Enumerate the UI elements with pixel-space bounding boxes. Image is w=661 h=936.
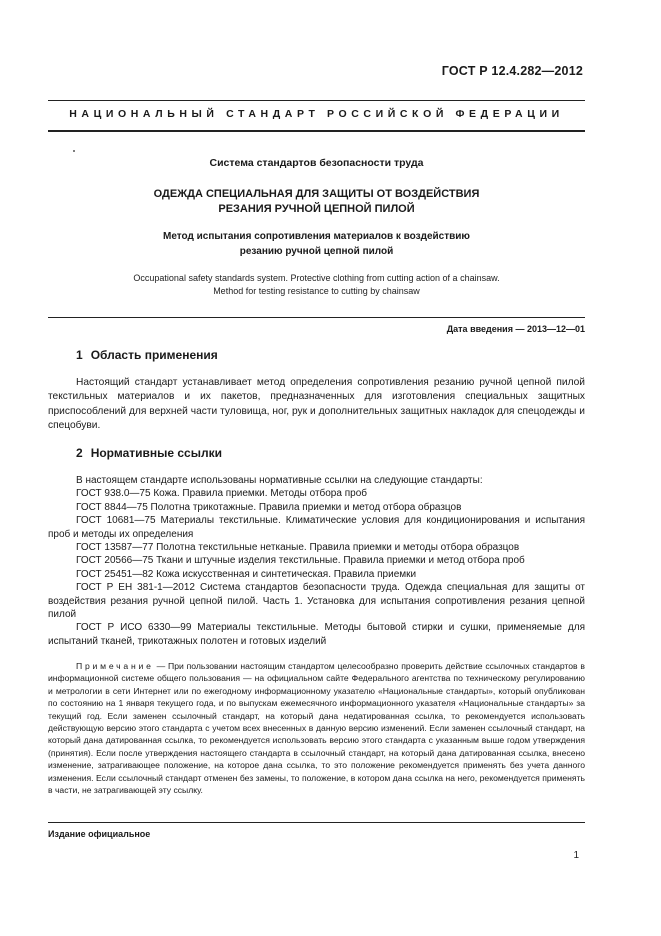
references-note	[48, 660, 585, 796]
section-1-body	[48, 376, 585, 433]
standards-series: Система стандартов безопасности труда	[209, 157, 424, 169]
note-text: — При пользовании настоящим стандартом целесообразно проверить действие ссылочных стандартов в информационной системе общего пользования — на официальном сайте Федерального агентства по техническому регулированию и метрологии в сети Интернет или по ежегодному информационному указателю «Национальные стандарты», который опубликован по состоянию на 1 января текущего года, и по выпускам ежемесячного информационного указателя «Национальные стандарты» за текущий год. Если заменен ссылочный стандарт, на который дана недатированная ссылка, то рекомендуется использовать действующую версию этого стандарта с учетом всех внесенных в данную версию изменений. Если заменен ссылочный стандарт, на который дана датированная ссылка, то рекомендуется использовать версию этого стандарта с указанным выше годом утверждения (принятия). Если после утверждения настоящего стандарта в ссылочный стандарт, на который дана датированная ссылка, внесено изменение, затрагивающее положение, на которое дана ссылка, то это положение рекомендуется применять без учета данного изменения. Если ссылочный стандарт отменен без замены, то положение, в котором дана ссылка на него, рекомендуется применять в части, не затрагивающей эту ссылку.	[48, 661, 586, 796]
reference-item: ГОСТ 8844—75 Полотна трикотажные. Правила приемки и метод отбора образцов	[76, 501, 462, 513]
document-id: ГОСТ Р 12.4.282—2012	[441, 64, 583, 78]
footer-rule	[48, 822, 585, 823]
section-1-title: Область применения	[90, 348, 218, 362]
english-title-line-1: Occupational safety standards system. Protective clothing from cutting action of a chainsaw.	[133, 273, 500, 283]
official-edition-label: Издание официальное	[48, 829, 151, 839]
header-top-rule	[48, 100, 585, 101]
section-2-title: Нормативные ссылки	[90, 446, 222, 460]
document-subtitle-line-1: Метод испытания сопротивления материалов к воздействию	[163, 231, 470, 242]
document-subtitle	[48, 229, 585, 259]
date-rule	[48, 317, 585, 318]
english-title-line-2: Method for testing resistance to cutting by chainsaw	[213, 286, 420, 296]
document-title-line-1: ОДЕЖДА СПЕЦИАЛЬНАЯ ДЛЯ ЗАЩИТЫ ОТ ВОЗДЕЙСТВИЯ	[153, 188, 480, 200]
document-title-line-2: РЕЗАНИЯ РУЧНОЙ ЦЕПНОЙ ПИЛОЙ	[218, 203, 415, 215]
section-2-number: 2	[76, 446, 83, 460]
section-1-heading	[76, 348, 218, 362]
reference-item: ГОСТ 25451—82 Кожа искусственная и синтетическая. Правила приемки	[76, 568, 417, 580]
section-1-paragraph: Настоящий стандарт устанавливает метод определения сопротивления резанию ручной цепной пилой текстильных материалов и их пакетов, предназначенных для изготовления специальных защитных приспособлений для верхней части туловища, ног, рук и дополнительных защитных накладок для спецодежды и спецобуви.	[48, 377, 585, 431]
note-paragraph	[48, 660, 585, 796]
reference-item: ГОСТ Р ИСО 6330—99 Материалы текстильные. Методы бытовой стирки и сушки, применяемые для испытаний тканей, трикотажных полотен и готовых изделий	[48, 622, 585, 647]
page-number: 1	[573, 850, 579, 861]
english-title	[48, 272, 585, 298]
document-title	[48, 187, 585, 217]
reference-item: ГОСТ 20566—75 Ткани и штучные изделия текстильные. Правила приемки и метод отбора проб	[76, 555, 525, 567]
section-1-number: 1	[76, 348, 83, 362]
references-intro: В настоящем стандарте использованы нормативные ссылки на следующие стандарты:	[76, 475, 483, 486]
reference-item: ГОСТ 13587—77 Полотна текстильные нетканые. Правила приемки и методы отбора образцов	[76, 542, 520, 554]
section-2-heading	[76, 446, 222, 460]
header-bottom-rule	[48, 130, 585, 132]
scan-speck	[73, 150, 75, 152]
national-standard-banner: НАЦИОНАЛЬНЫЙ СТАНДАРТ РОССИЙСКОЙ ФЕДЕРАЦИИ	[69, 108, 564, 120]
document-subtitle-line-2: резанию ручной цепной пилой	[239, 246, 394, 257]
normative-references	[48, 474, 585, 648]
reference-item: ГОСТ Р ЕН 381-1—2012 Система стандартов безопасности труда. Одежда специальная для защиты от воздействия резания ручной цепной пилой. Часть 1. Установка для испытания сопротивления резания цепной пилой	[48, 582, 585, 621]
note-label: Примечание	[76, 661, 154, 671]
introduction-date: Дата введения — 2013—12—01	[446, 324, 585, 334]
reference-item: ГОСТ 938.0—75 Кожа. Правила приемки. Методы отбора проб	[76, 488, 367, 500]
reference-item: ГОСТ 10681—75 Материалы текстильные. Климатические условия для кондиционирования и испытания проб и методы их определения	[48, 515, 585, 540]
